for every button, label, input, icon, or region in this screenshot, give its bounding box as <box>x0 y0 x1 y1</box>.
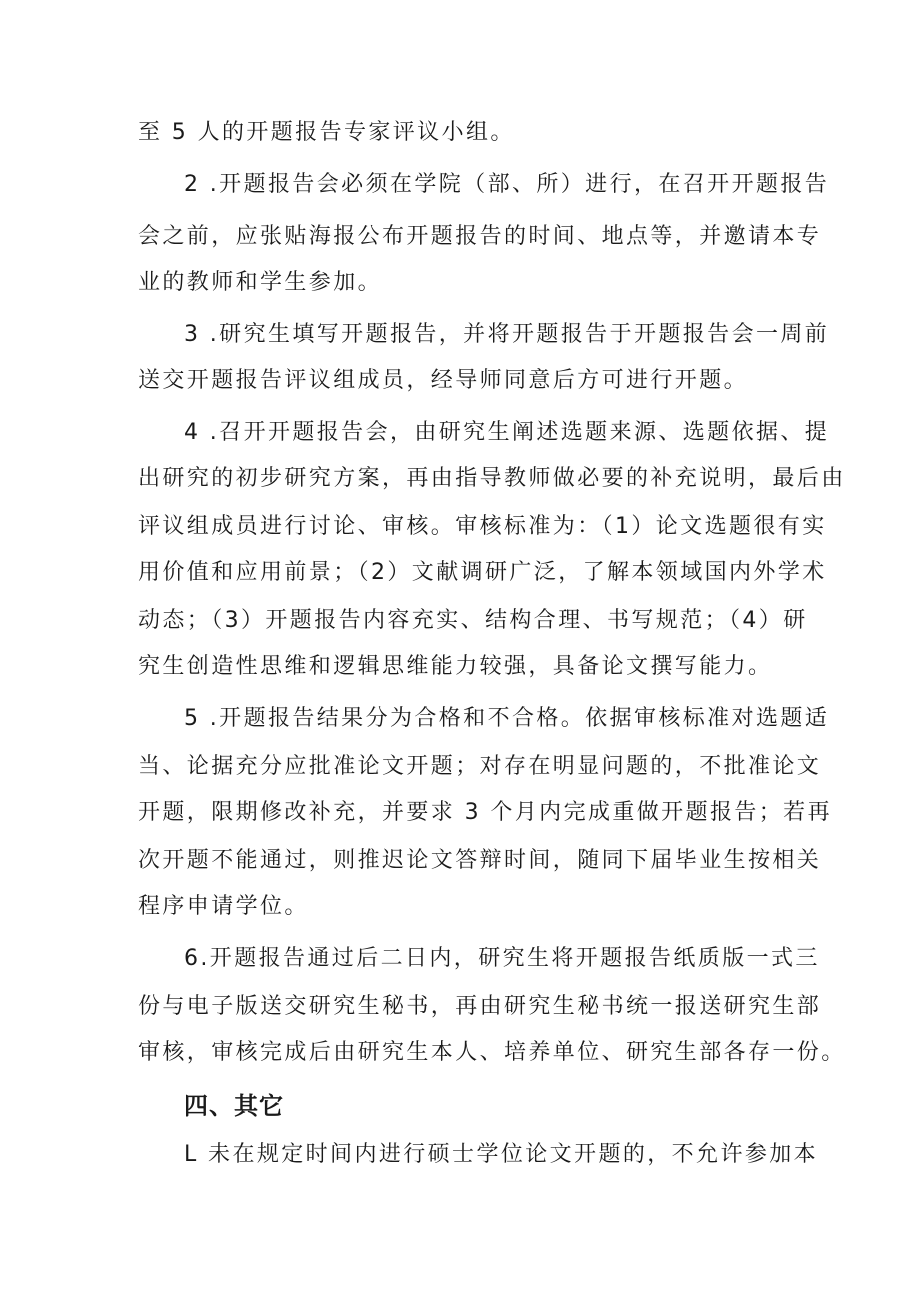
text-line: 究生创造性思维和逻辑思维能力较强，具备论文撰写能力。 <box>138 654 773 679</box>
section-heading: 四、其它 <box>184 1092 284 1120</box>
text-line: L 未在规定时间内进行硕士学位论文开题的，不允许参加本 <box>184 1142 819 1167</box>
text-line: 业的教师和学生参加。 <box>138 270 383 295</box>
text-line: 动态；（3）开题报告内容充实、结构合理、书写规范；（4）研 <box>138 608 808 633</box>
text-line: 至 5 人的开题报告专家评议小组。 <box>138 120 515 145</box>
text-line: 2 .开题报告会必须在学院（部、所）进行，在召开开题报告 <box>184 172 830 197</box>
text-line: 用价值和应用前景；（2）文献调研广泛，了解本领域国内外学术 <box>138 560 827 585</box>
text-line: 当、论据充分应批准论文开题；对存在明显问题的，不批准论文 <box>138 754 822 779</box>
text-line: 开题，限期修改补充，并要求 3 个月内完成重做开题报告；若再 <box>138 800 832 825</box>
text-line: 次开题不能通过，则推迟论文答辩时间，随同下届毕业生按相关 <box>138 848 822 873</box>
text-line: 3 .研究生填写开题报告，并将开题报告于开题报告会一周前 <box>184 322 830 347</box>
text-line: 份与电子版送交研究生秘书，再由研究生秘书统一报送研究生部 <box>138 994 822 1019</box>
text-line: 5 .开题报告结果分为合格和不合格。依据审核标准对选题适 <box>184 706 830 731</box>
text-line: 评议组成员进行讨论、审核。审核标准为：（1）论文选题很有实 <box>138 514 827 539</box>
text-line: 送交开题报告评议组成员，经导师同意后方可进行开题。 <box>138 368 749 393</box>
text-line: 4 .召开开题报告会，由研究生阐述选题来源、选题依据、提 <box>184 420 830 445</box>
text-line: 审核，审核完成后由研究生本人、培养单位、研究生部各存一份。 <box>138 1040 846 1065</box>
text-line: 会之前，应张贴海报公布开题报告的时间、地点等，并邀请本专 <box>138 224 822 249</box>
text-line: 程序申请学位。 <box>138 894 309 919</box>
text-line: 6.开题报告通过后二日内，研究生将开题报告纸质版一式三 <box>184 946 820 971</box>
text-line: 出研究的初步研究方案，再由指导教师做必要的补充说明，最后由 <box>138 466 846 491</box>
